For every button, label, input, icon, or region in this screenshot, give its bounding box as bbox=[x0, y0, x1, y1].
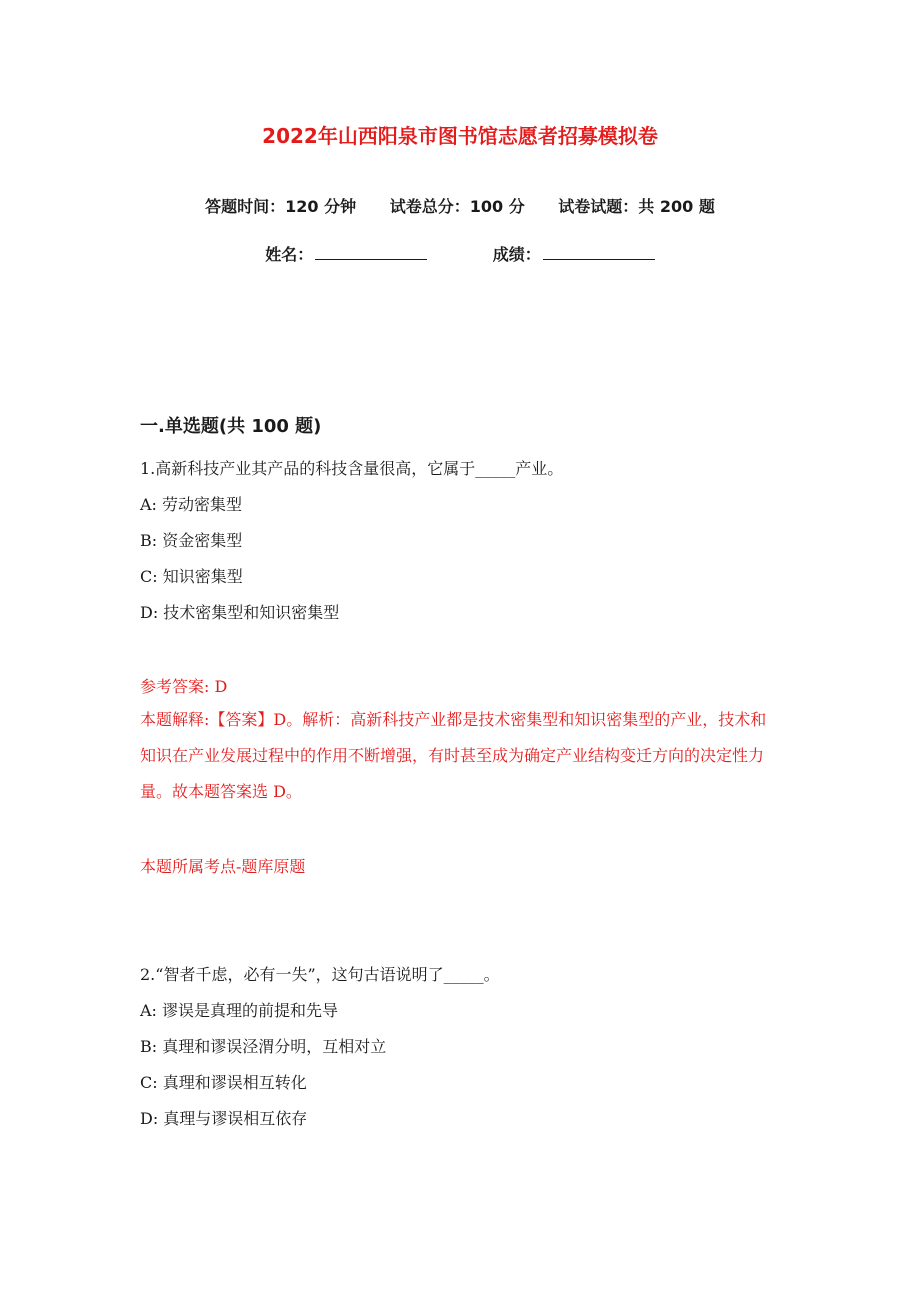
question-2-option-a: A: 谬误是真理的前提和先导 bbox=[140, 1001, 339, 1020]
name-field bbox=[265, 242, 427, 265]
question-1-source: 本题所属考点-题库原题 bbox=[140, 857, 306, 876]
exam-meta bbox=[0, 194, 920, 217]
score-label: 成绩： bbox=[492, 245, 541, 264]
score-blank-line bbox=[543, 245, 655, 260]
exam-question-count: 试卷试题：共 200 题 bbox=[558, 197, 715, 216]
name-blank-line bbox=[315, 245, 427, 260]
question-2-option-b: B: 真理和谬误泾渭分明，互相对立 bbox=[140, 1037, 387, 1056]
question-1-option-c: C: 知识密集型 bbox=[140, 567, 243, 586]
question-2-option-c: C: 真理和谬误相互转化 bbox=[140, 1073, 307, 1092]
question-1-stem: 1.高新科技产业其产品的科技含量很高，它属于_____产业。 bbox=[140, 459, 564, 478]
question-2-option-d: D: 真理与谬误相互依存 bbox=[140, 1109, 308, 1128]
exam-title: 2022年山西阳泉市图书馆志愿者招募模拟卷 bbox=[262, 124, 658, 148]
candidate-info-row bbox=[0, 242, 920, 265]
question-1-option-a: A: 劳动密集型 bbox=[140, 495, 243, 514]
question-1-option-b: B: 资金密集型 bbox=[140, 531, 243, 550]
question-1-option-d: D: 技术密集型和知识密集型 bbox=[140, 603, 340, 622]
question-1-explanation: 本题解释:【答案】D。解析：高新科技产业都是技术密集型和知识密集型的产业，技术和知识在产业发展过程中的作用不断增强，有时甚至成为确定产业结构变迁方向的决定性力量。故本题答案选 D。 bbox=[140, 710, 767, 801]
exam-time: 答题时间：120 分钟 bbox=[205, 197, 357, 216]
question-2-stem: 2.“智者千虑，必有一失”，这句古语说明了_____。 bbox=[140, 965, 500, 984]
score-field bbox=[493, 242, 655, 265]
section-title: 一.单选题(共 100 题) bbox=[140, 416, 322, 437]
question-1-answer: 参考答案: D bbox=[140, 677, 228, 696]
exam-total-score: 试卷总分：100 分 bbox=[389, 197, 525, 216]
name-label: 姓名： bbox=[265, 245, 314, 264]
